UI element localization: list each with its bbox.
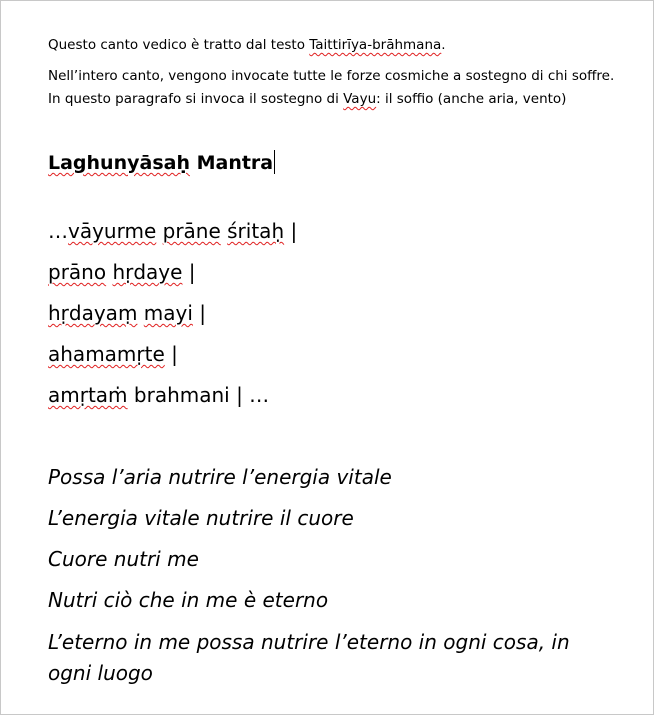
verse-word: hṛdayaṃ	[48, 301, 138, 325]
verse-word: prāne	[162, 219, 221, 243]
intro-paragraph-source[interactable]	[48, 34, 446, 56]
translation-line-5[interactable]: L’eterno in me possa nutrire l’eterno in ogni cosa, in ogni luogo	[48, 630, 570, 685]
translation-line-2[interactable]: L’energia vitale nutrire il cuore	[48, 506, 354, 530]
verse-line-2[interactable]	[48, 258, 196, 286]
verse-word: brahmani | …	[127, 383, 270, 407]
mantra-title-word[interactable]: Laghunyāsaḥ	[48, 152, 190, 174]
verse-word: śritaḥ	[227, 219, 285, 243]
intro-paragraph-vayu[interactable]	[48, 88, 566, 110]
translation-line-1[interactable]: Possa l’aria nutrire l’energia vitale	[48, 465, 392, 489]
translation-line-4[interactable]: Nutri ciò che in me è eterno	[48, 588, 329, 612]
source-text-name[interactable]: Taittirīya-brāhmana	[309, 37, 442, 53]
verse-word: amṛtaṁ	[48, 383, 128, 407]
translation-line-3[interactable]: Cuore nutri me	[48, 547, 199, 571]
verse-word: …	[48, 219, 68, 243]
deity-name[interactable]: Vayu	[343, 91, 377, 107]
verse-line-1[interactable]	[48, 217, 297, 245]
verse-separator: |	[164, 342, 178, 366]
verse-line-4[interactable]	[48, 340, 178, 368]
verse-separator: |	[182, 260, 196, 284]
verse-word: prāno	[48, 260, 107, 284]
text-cursor	[274, 150, 275, 174]
verse-word: ahamamṛte	[48, 342, 165, 366]
verse-line-5[interactable]	[48, 381, 269, 409]
intro-text-end: : il soffio (anche aria, vento)	[376, 91, 567, 107]
mantra-title-rest: Mantra	[189, 152, 274, 174]
intro-text: Questo canto vedico è tratto dal testo	[48, 37, 310, 53]
verse-separator: |	[192, 301, 207, 325]
verse-word: mayi	[143, 301, 193, 325]
intro-paragraph-canto[interactable]: Nell’intero canto, vengono invocate tutte le forze cosmiche a sostegno di chi soffre.	[48, 68, 615, 84]
verse-line-3[interactable]	[48, 299, 206, 327]
intro-text-end: .	[441, 37, 446, 53]
intro-text: In questo paragrafo si invoca il sostegno di	[48, 91, 344, 107]
verse-word: hṛdaye	[112, 260, 183, 284]
verse-word: vāyurme	[68, 219, 157, 243]
mantra-title[interactable]	[48, 149, 275, 177]
verse-separator: |	[284, 219, 298, 243]
